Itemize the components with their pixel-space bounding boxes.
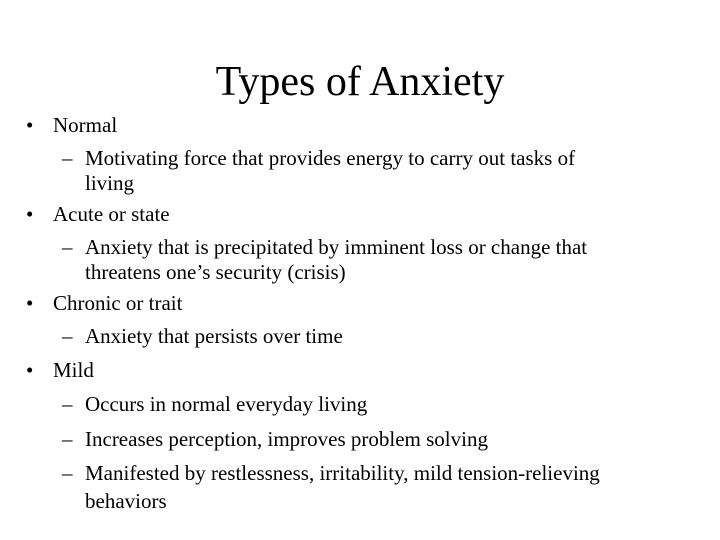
- dash-marker: –: [62, 324, 73, 348]
- bullet-marker: •: [26, 113, 34, 137]
- bullet-chronic-or-trait: Chronic or trait: [53, 291, 183, 315]
- sub-bullet-line: Anxiety that persists over time: [85, 324, 343, 348]
- sub-bullet-line: Anxiety that is precipitated by imminent loss or change that: [85, 235, 588, 259]
- bullet-marker: •: [26, 291, 34, 315]
- sub-bullet-line: threatens one’s security (crisis): [85, 260, 346, 284]
- dash-marker: –: [62, 392, 73, 416]
- bullet-marker: •: [26, 358, 34, 382]
- sub-bullet-line: living: [85, 171, 135, 195]
- dash-marker: –: [62, 461, 73, 485]
- sub-bullet-line: behaviors: [85, 489, 167, 513]
- dash-marker: –: [62, 427, 73, 451]
- bullet-acute-or-state: Acute or state: [53, 202, 170, 226]
- sub-bullet-line: Occurs in normal everyday living: [85, 392, 368, 416]
- sub-bullet-line: Manifested by restlessness, irritability, mild tension-relieving: [85, 461, 600, 485]
- dash-marker: –: [62, 146, 73, 170]
- sub-bullet-line: Motivating force that provides energy to carry out tasks of: [85, 146, 576, 170]
- bullet-marker: •: [26, 202, 34, 226]
- dash-marker: –: [62, 235, 73, 259]
- bullet-mild: Mild: [53, 358, 94, 382]
- sub-bullet-line: Increases perception, improves problem solving: [85, 427, 488, 451]
- bullet-normal: Normal: [53, 113, 118, 137]
- slide-title: Types of Anxiety: [215, 59, 505, 105]
